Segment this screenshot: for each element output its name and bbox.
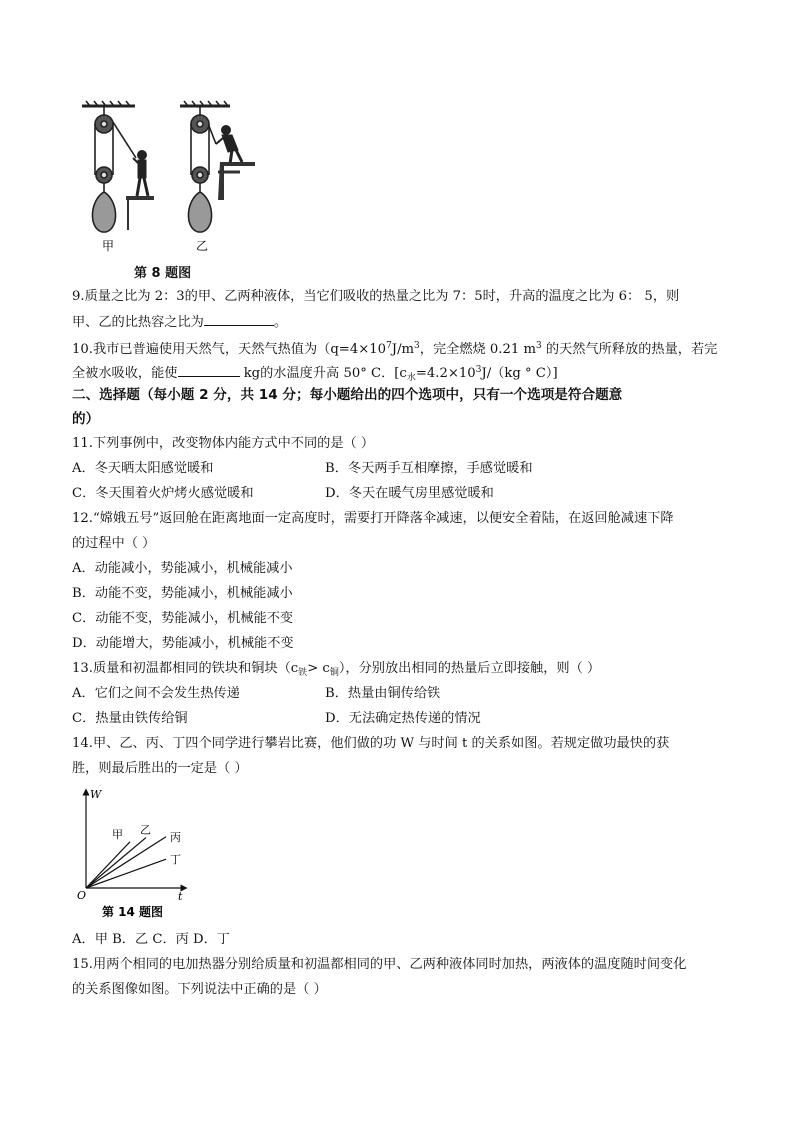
q9-line2-text: 甲、乙的比热容之比为 — [72, 315, 204, 330]
q10-text-a: 10.我市已普遍使用天然气，天然气热值为（q=4×10 — [72, 342, 387, 357]
q10-text-c: ，完全燃烧 0.21 m — [419, 342, 536, 357]
section2-heading-line1: 二、选择题（每小题 2 分，共 14 分；每小题给出的四个选项中，只有一个选项是符合题意 — [72, 387, 623, 403]
chart-title: 第 14 题图 — [102, 905, 164, 919]
origin-label: O — [77, 889, 87, 902]
series-line-1 — [86, 842, 130, 888]
q9-line2 — [72, 313, 287, 331]
fig8-label-left: 甲 — [102, 239, 115, 253]
series-line-2 — [86, 838, 146, 888]
steps-right — [218, 162, 255, 200]
q13-option-d[interactable]: D．无法确定热传递的情况 — [325, 711, 481, 726]
q15-line1: 15.用两个相同的电加热器分别给质量和初温都相同的甲、乙两种液体同时加热，两液体的温度随时间变化 — [72, 957, 687, 972]
q14-line2: 胜，则最后胜出的一定是（ ） — [72, 761, 248, 776]
work-time-chart — [74, 786, 204, 921]
q13-sub-copper: 铜 — [329, 668, 339, 678]
q12-option-b[interactable]: B．动能不变，势能减小，机械能减小 — [72, 586, 293, 601]
q15-line2: 的关系图像如图。下列说法中正确的是（ ） — [72, 982, 327, 997]
x-axis-label: t — [178, 890, 183, 903]
q10-sup3: 3 — [535, 341, 542, 351]
q10-sup1: 7 — [386, 341, 392, 351]
q11-option-b[interactable]: B．冬天两手互相摩擦，手感觉暖和 — [325, 461, 533, 476]
series-label-3: 丙 — [170, 830, 181, 844]
q13-stem-a: 13.质量和初温都相同的铁块和铜块（c — [72, 661, 299, 676]
q10-line2-text-c: =4.2×10 — [415, 366, 476, 381]
q10-text-d: 的天然气所释放的热量，若完 — [541, 342, 718, 357]
q10-line2-text-d: J/（kg ° C）] — [481, 366, 558, 381]
q13-sub-iron: 铁 — [298, 668, 308, 678]
q13-stem — [72, 661, 600, 681]
q10-text-b: J/m — [391, 342, 415, 357]
q12-line1: 12.“嫦娥五号”返回舱在距离地面一定高度时，需要打开降落伞减速，以便安全着陆，在返回舱减速下降 — [72, 511, 674, 526]
q10-line1 — [72, 338, 717, 358]
series-label-2: 乙 — [140, 823, 151, 837]
q13-option-c[interactable]: C．热量由铁传给铜 — [72, 711, 188, 726]
step-left — [126, 196, 154, 200]
fig8-label-right: 乙 — [196, 239, 209, 253]
q12-option-a[interactable]: A．动能减小，势能减小，机械能减小 — [72, 561, 293, 576]
section2-heading-line2: 的） — [72, 411, 100, 427]
person-right — [216, 126, 242, 165]
series-line-3 — [86, 837, 166, 888]
series-lines — [86, 824, 181, 888]
figure-14 — [74, 786, 204, 921]
q10-line2-sup: 3 — [475, 365, 482, 375]
q12-line2: 的过程中（ ） — [72, 536, 156, 551]
q13-stem-b: > c — [307, 661, 330, 676]
q13-option-a[interactable]: A．它们之间不会发生热传递 — [72, 686, 240, 701]
q10-line2-text-a: 全被水吸收，能使 — [72, 366, 178, 381]
q14-options[interactable]: A．甲 B．乙 C．丙 D．丁 — [72, 932, 230, 947]
q10-sup2: 3 — [414, 341, 420, 351]
q10-line2-text-b: kg的水温度升高 50° C．[c — [239, 366, 407, 381]
fig8-caption: 第 8 题图 — [134, 266, 192, 281]
pulley-illustration — [80, 100, 270, 260]
q9-line1: 9.质量之比为 2：3的甲、乙两种液体，当它们吸收的热量之比为 7：5时，升高的温度之比为 6： 5，则 — [72, 289, 680, 304]
q11-stem: 11.下列事例中，改变物体内能方式中不同的是（ ） — [72, 436, 375, 451]
q13-option-b[interactable]: B．热量由铜传给铁 — [325, 686, 441, 701]
series-label-1: 甲 — [112, 827, 123, 841]
series-label-4: 丁 — [170, 853, 181, 867]
q9-line2-end: 。 — [273, 315, 288, 330]
q10-sub-water: 水 — [406, 373, 416, 383]
y-axis-label: W — [90, 788, 102, 801]
q10-line2 — [72, 362, 558, 386]
figure-8 — [80, 100, 270, 260]
q11-option-a[interactable]: A．冬天晒太阳感觉暖和 — [72, 461, 214, 476]
q13-stem-c: ），分别放出相同的热量后立即接触，则（ ） — [338, 661, 601, 676]
series-line-4 — [86, 859, 166, 888]
q12-option-d[interactable]: D．动能增大，势能减小，机械能不变 — [72, 636, 294, 651]
q11-option-d[interactable]: D．冬天在暖气房里感觉暖和 — [325, 486, 494, 501]
q11-option-c[interactable]: C．冬天围着火炉烤火感觉暖和 — [72, 486, 254, 501]
q10-answer-blank[interactable] — [178, 364, 240, 377]
q14-line1: 14.甲、乙、丙、丁四个同学进行攀岩比赛，他们做的功 W 与时间 t 的关系如图。若规定做功最快的获 — [72, 736, 670, 751]
q12-option-c[interactable]: C．动能不变，势能减小，机械能不变 — [72, 611, 294, 626]
q9-answer-blank[interactable] — [204, 313, 274, 326]
